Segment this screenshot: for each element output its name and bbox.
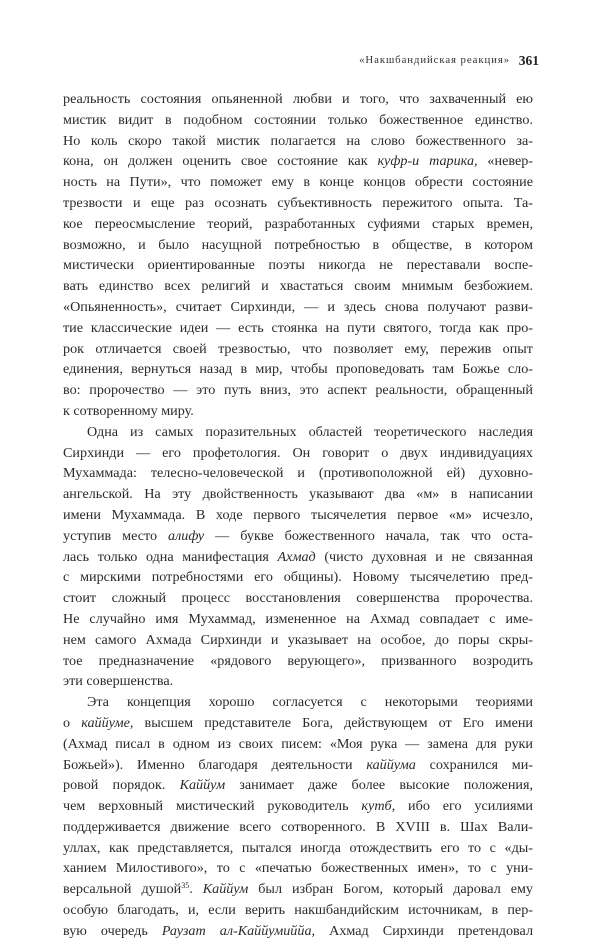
text-line: возможно, и было насущной потребностью в обществе, в котором bbox=[63, 236, 533, 253]
text-line: Одна из самых поразительных областей теоретического наследия bbox=[87, 423, 533, 440]
text-line: особую благодать, и, если верить накшбандийским источникам, в пер- bbox=[63, 902, 533, 919]
text-line: лась только одна манифестация Ахмад (чисто духовная и не связанная bbox=[63, 548, 533, 565]
text-line: Эта концепция хорошо согласуется с некоторыми теориями bbox=[87, 694, 533, 711]
text-line: чем верховный мистический руководитель кутб, ибо его усилиями bbox=[63, 798, 533, 815]
running-title: «Накшбандийская реакция» bbox=[359, 54, 510, 66]
text-line: рок отличается своей трезвостью, что позволяет ему, пережив опыт bbox=[63, 340, 533, 357]
text-line: имени Мухаммада. В ходе первого тысячелетия первое «м» исчезло, bbox=[63, 506, 533, 523]
text-line: уступив место алифу — букве божественного начала, так что оста- bbox=[63, 527, 533, 544]
text-line: Не случайно имя Мухаммад, измененное на Ахмад совпадает с име- bbox=[63, 610, 533, 627]
text-line: к сотворенному миру. bbox=[63, 402, 194, 419]
text-line: мистик видит в подобном состоянии только божественное единство. bbox=[63, 111, 533, 128]
text-line: эти совершенства. bbox=[63, 673, 174, 690]
text-line: тое предназначение «рядового верующего», призванного возродить bbox=[63, 652, 533, 669]
page-number: 361 bbox=[518, 53, 539, 68]
text-line: ханием Милостивого», то с «печатью божественных имен», то с уни- bbox=[63, 860, 533, 877]
text-line: тие классические идеи — есть стоянка на пути святого, тогда как про- bbox=[63, 319, 533, 336]
text-line: кона, он должен оценить свое состояние как куфр-и тарика, «невер- bbox=[63, 153, 533, 170]
text-line: ровой порядок. Каййум занимает даже более высокие положения, bbox=[63, 777, 533, 794]
text-line: единения, вернуться назад в мир, чтобы проповедовать там Божье сло- bbox=[63, 361, 533, 378]
text-line: поддерживается движение всего сотворенного. В XVIII в. Шах Вали- bbox=[63, 818, 533, 835]
body-text bbox=[63, 89, 533, 942]
text-line: уллах, как представляется, пытался иногда отождествить его то с «ды- bbox=[63, 839, 533, 856]
text-line: с мирскими потребностями его общины). Новому тысячелетию пред- bbox=[63, 569, 533, 586]
text-line: Сирхинди — его профетология. Он говорит о двух индивидуациях bbox=[63, 444, 533, 461]
text-line: Мухаммада: телесно-человеческой и (противоположной ей) духовно- bbox=[63, 465, 533, 482]
page-header bbox=[0, 54, 600, 72]
text-line: Божьей»). Именно благодаря деятельности каййума сохранился ми- bbox=[63, 756, 534, 773]
text-line: вую очередь Раузат ал-Каййумиййа, Ахмад Сирхинди претендовал bbox=[63, 922, 533, 939]
text-line: Но коль скоро такой мистик полагается на слово божественного за- bbox=[63, 132, 533, 149]
text-line: о каййуме, высшем представителе Бога, действующем от Его имени bbox=[63, 714, 533, 731]
text-line: трезвости и еще раз осознать субъективность пережитого опыта. Та- bbox=[63, 194, 533, 211]
text-line: кое переосмысление теорий, разработанных суфиями старых времен, bbox=[63, 215, 533, 232]
text-line: (Ахмад писал в одном из своих писем: «Моя рука — замена для руки bbox=[63, 735, 533, 752]
text-line: ность на Пути», что поможет ему в конце концов обрести состояние bbox=[63, 174, 533, 191]
text-line: мистически ориентированные поэты никогда не переставали воспе- bbox=[63, 257, 533, 274]
text-line: нем самого Ахмада Сирхинди и указывает на особое, до поры скры- bbox=[63, 631, 533, 648]
text-line: вать единство всех религий и хвастаться своим мнимым безбожием. bbox=[63, 278, 533, 295]
text-line: «Опьяненность», считает Сирхинди, — и здесь снова получают разви- bbox=[63, 298, 533, 315]
text-line: стоит сложный процесс восстановления совершенства пророчества. bbox=[63, 590, 533, 607]
text-line: во: пророчество — это путь вниз, это аспект реальности, обращенный bbox=[63, 382, 533, 399]
text-line: ангельской. На эту двойственность указывают два «м» в написании bbox=[63, 486, 533, 503]
text-line: реальность состояния опьяненной любви и того, что захваченный ею bbox=[63, 91, 533, 107]
text-line: версальной душой$^{35}$. Каййум был избран Богом, который даровал ему bbox=[63, 881, 533, 898]
